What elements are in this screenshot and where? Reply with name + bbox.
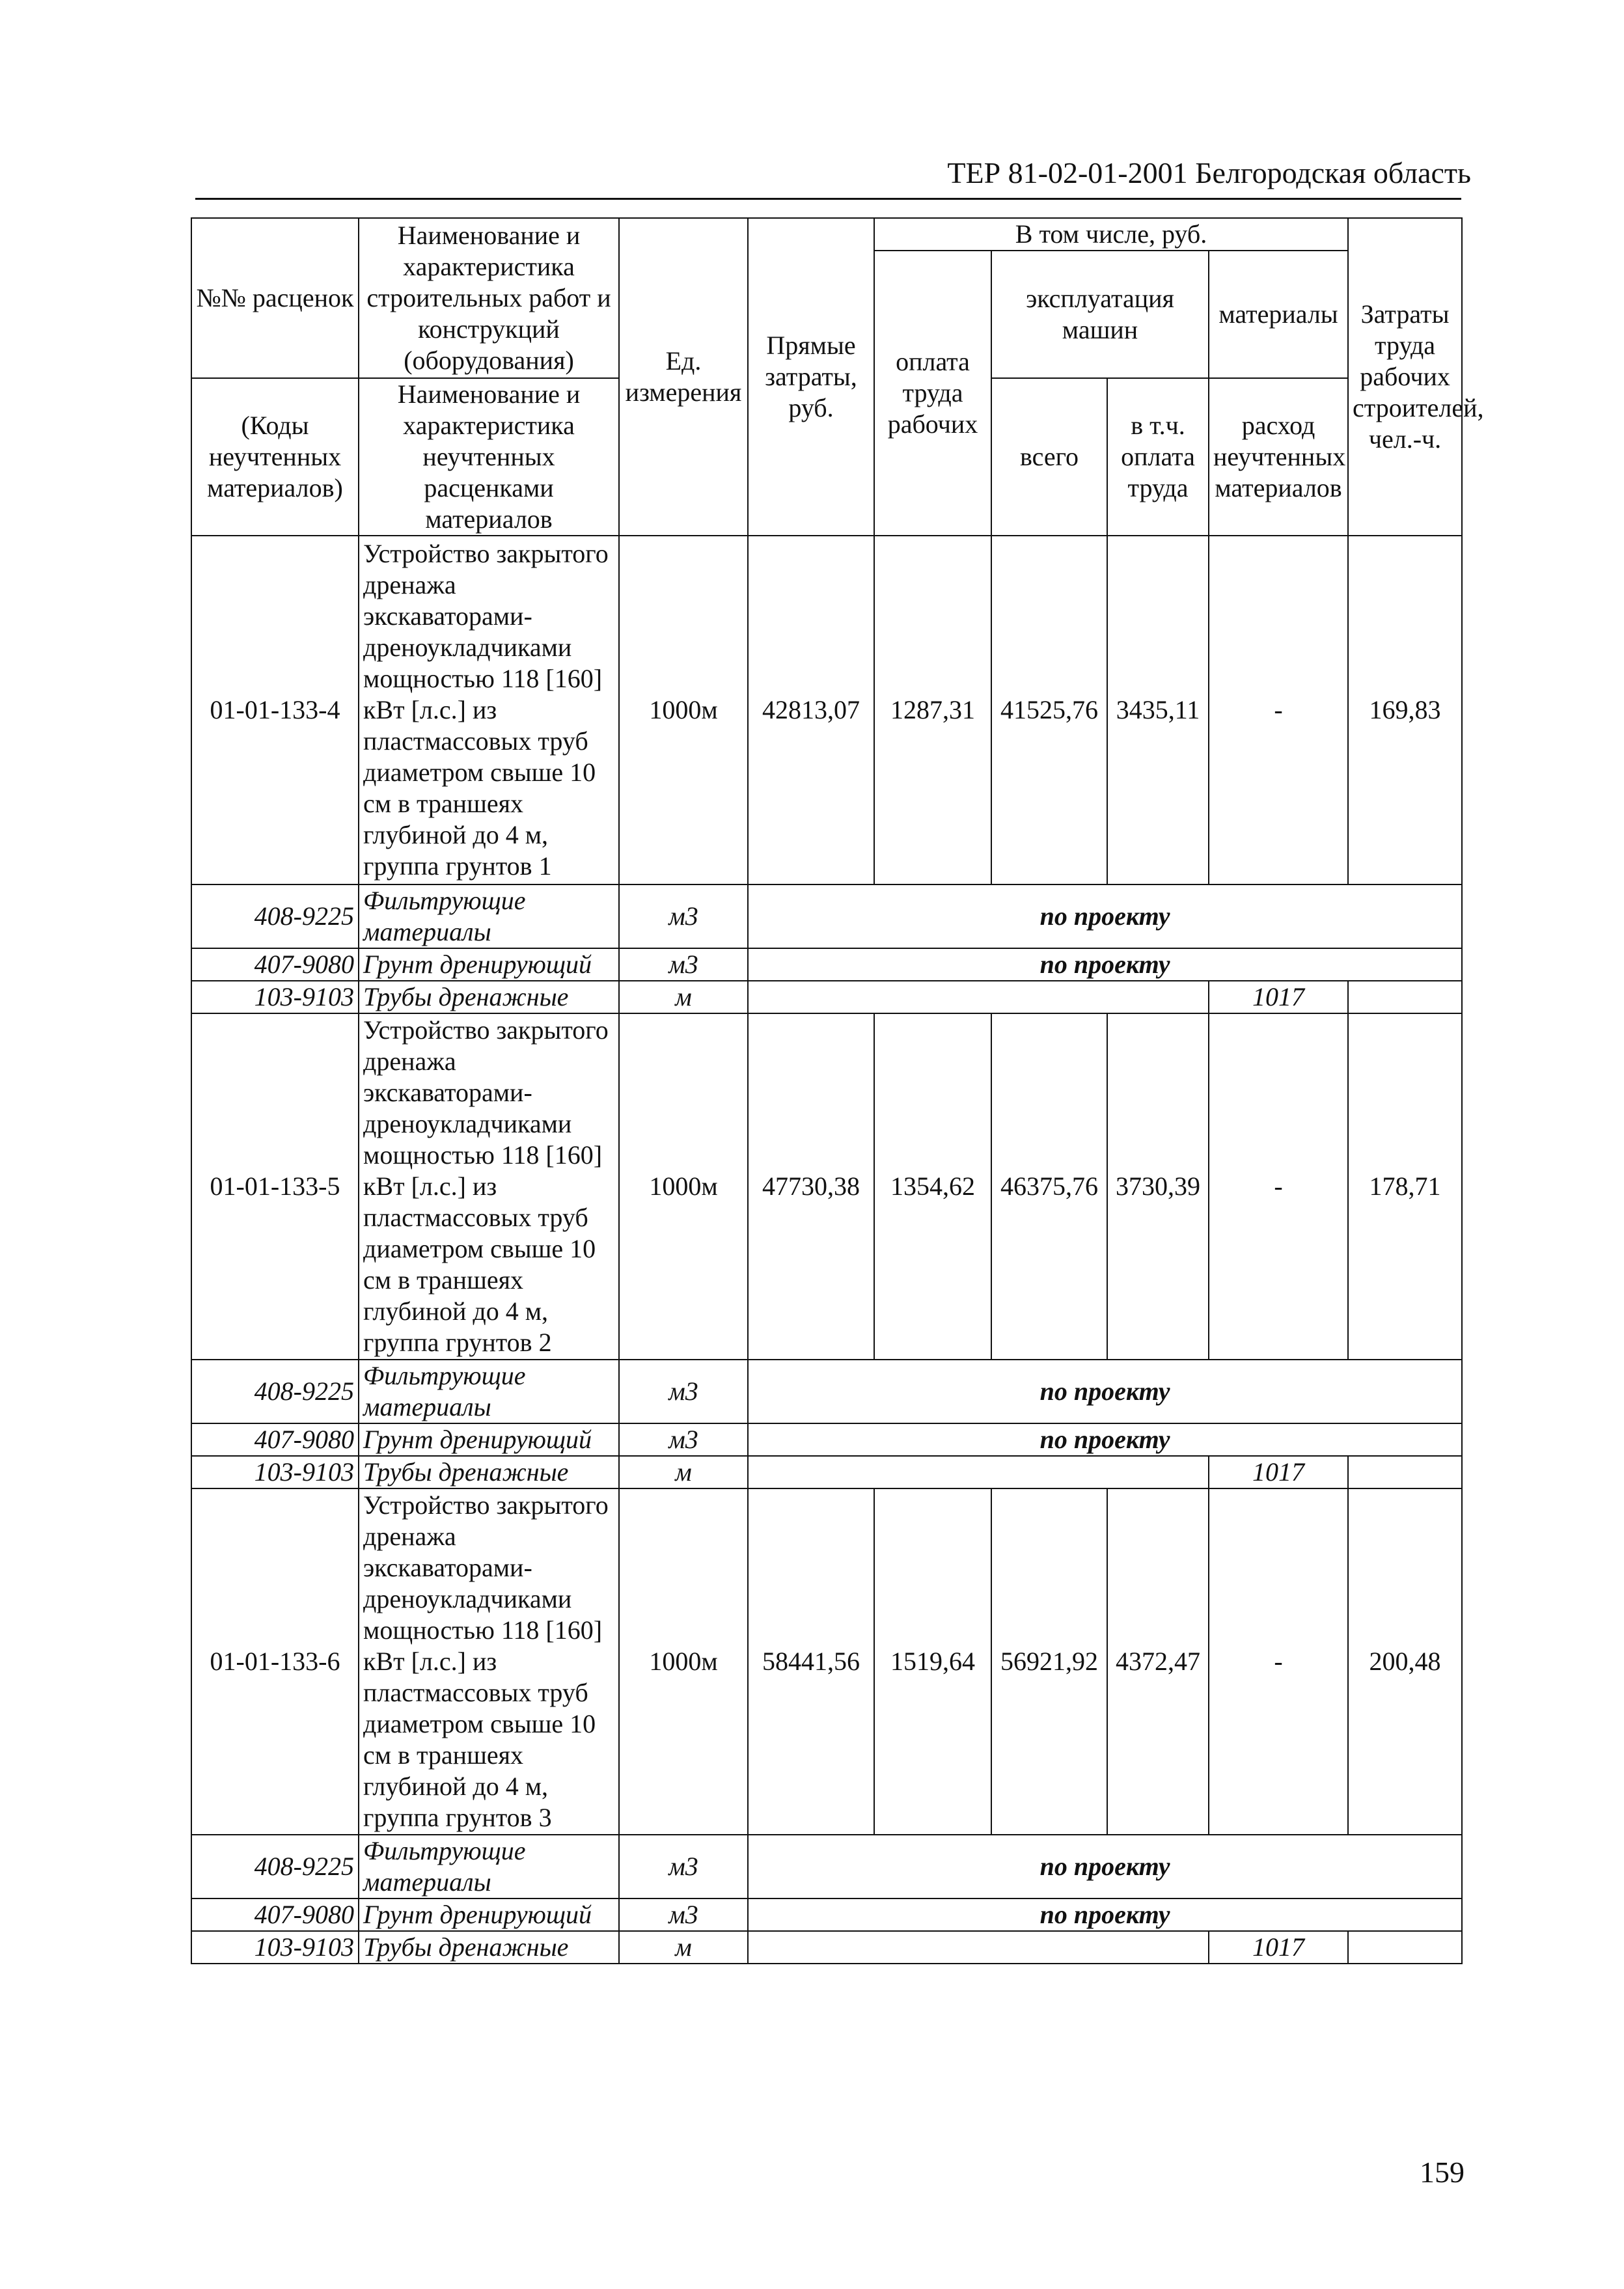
material-value: 1017 <box>1209 981 1348 1013</box>
material-unit: м3 <box>619 1360 748 1423</box>
material-empty-cell <box>748 1456 1209 1488</box>
rate-direct: 58441,56 <box>748 1488 874 1835</box>
material-row <box>191 1898 1462 1931</box>
material-unit: м3 <box>619 1835 748 1898</box>
rate-pay: 1519,64 <box>874 1488 991 1835</box>
material-name: Фильтрующие материалы <box>359 1360 619 1423</box>
material-code: 407-9080 <box>191 1423 359 1456</box>
page-number: 159 <box>1420 2156 1465 2189</box>
material-name: Трубы дренажные <box>359 981 619 1013</box>
col-header-incl: В том числе, руб. <box>874 218 1348 251</box>
material-empty-cell <box>748 981 1209 1013</box>
material-name: Трубы дренажные <box>359 1456 619 1488</box>
rate-code: 01-01-133-6 <box>191 1488 359 1835</box>
material-code: 407-9080 <box>191 1898 359 1931</box>
rate-materials: - <box>1209 536 1348 884</box>
material-value: по проекту <box>748 1898 1462 1931</box>
header-rule <box>195 198 1461 200</box>
material-unit: м <box>619 1456 748 1488</box>
rate-unit: 1000м <box>619 536 748 884</box>
col-header-direct: Прямые затраты, руб. <box>748 218 874 536</box>
rate-name: Устройство закрытого дренажа экскаваторами-дреноукладчиками мощностью 118 [160] кВт [л.с.] из пластмассовых труб диаметром свыше 10 см в траншеях глубиной до 4 м, группа грунтов 3 <box>359 1488 619 1835</box>
rate-mach-pay: 3435,11 <box>1107 536 1209 884</box>
material-unit: м3 <box>619 948 748 981</box>
rate-materials: - <box>1209 1013 1348 1360</box>
rate-mach-total: 41525,76 <box>991 536 1107 884</box>
rate-unit: 1000м <box>619 1013 748 1360</box>
material-unit: м3 <box>619 1898 748 1931</box>
material-value: 1017 <box>1209 1931 1348 1964</box>
rate-code: 01-01-133-5 <box>191 1013 359 1360</box>
material-row <box>191 948 1462 981</box>
material-code: 103-9103 <box>191 981 359 1013</box>
rate-materials: - <box>1209 1488 1348 1835</box>
material-value: по проекту <box>748 1360 1462 1423</box>
material-value: по проекту <box>748 884 1462 948</box>
rate-labor: 200,48 <box>1348 1488 1462 1835</box>
col-header-mach-pay: в т.ч. оплата труда <box>1107 378 1209 536</box>
col-header-materials: материалы <box>1209 251 1348 378</box>
col-header-code: №№ расценок <box>191 218 359 378</box>
material-code: 103-9103 <box>191 1456 359 1488</box>
rate-unit: 1000м <box>619 1488 748 1835</box>
rate-direct: 42813,07 <box>748 536 874 884</box>
material-row <box>191 981 1462 1013</box>
material-row <box>191 1456 1462 1488</box>
col-header-pay: оплата труда рабочих <box>874 251 991 536</box>
material-unit: м3 <box>619 1423 748 1456</box>
rate-row <box>191 1488 1462 1835</box>
material-code: 103-9103 <box>191 1931 359 1964</box>
rate-labor: 169,83 <box>1348 536 1462 884</box>
material-empty-cell <box>1348 981 1462 1013</box>
rate-name: Устройство закрытого дренажа экскаваторами-дреноукладчиками мощностью 118 [160] кВт [л.с.] из пластмассовых труб диаметром свыше 10 см в траншеях глубиной до 4 м, группа грунтов 2 <box>359 1013 619 1360</box>
col-header-code-bottom: (Коды неучтенных материалов) <box>191 378 359 536</box>
material-row <box>191 884 1462 948</box>
material-name: Фильтрующие материалы <box>359 884 619 948</box>
col-header-mach-total: всего <box>991 378 1107 536</box>
material-empty-cell <box>748 1931 1209 1964</box>
material-empty-cell <box>1348 1456 1462 1488</box>
col-header-unit: Ед. измерения <box>619 218 748 536</box>
col-header-name: Наименование и характеристика строительных работ и конструкций (оборудования) <box>359 218 619 378</box>
rate-pay: 1354,62 <box>874 1013 991 1360</box>
material-row <box>191 1423 1462 1456</box>
rate-labor: 178,71 <box>1348 1013 1462 1360</box>
material-value: 1017 <box>1209 1456 1348 1488</box>
material-code: 408-9225 <box>191 1835 359 1898</box>
material-name: Трубы дренажные <box>359 1931 619 1964</box>
material-unit: м <box>619 981 748 1013</box>
rate-code: 01-01-133-4 <box>191 536 359 884</box>
rate-direct: 47730,38 <box>748 1013 874 1360</box>
rate-mach-total: 46375,76 <box>991 1013 1107 1360</box>
rate-mach-pay: 4372,47 <box>1107 1488 1209 1835</box>
material-code: 407-9080 <box>191 948 359 981</box>
document-header-title: ТЕР 81-02-01-2001 Белгородская область <box>947 156 1471 189</box>
material-name: Грунт дренирующий <box>359 948 619 981</box>
rate-name: Устройство закрытого дренажа экскаваторами-дреноукладчиками мощностью 118 [160] кВт [л.с.] из пластмассовых труб диаметром свыше 10 см в траншеях глубиной до 4 м, группа грунтов 1 <box>359 536 619 884</box>
material-name: Грунт дренирующий <box>359 1423 619 1456</box>
rate-mach-pay: 3730,39 <box>1107 1013 1209 1360</box>
material-unit: м <box>619 1931 748 1964</box>
material-value: по проекту <box>748 948 1462 981</box>
material-row <box>191 1931 1462 1964</box>
rate-pay: 1287,31 <box>874 536 991 884</box>
material-row <box>191 1835 1462 1898</box>
rate-row <box>191 1013 1462 1360</box>
material-unit: м3 <box>619 884 748 948</box>
rate-mach-total: 56921,92 <box>991 1488 1107 1835</box>
rate-row <box>191 536 1462 884</box>
material-code: 408-9225 <box>191 1360 359 1423</box>
material-value: по проекту <box>748 1423 1462 1456</box>
material-name: Грунт дренирующий <box>359 1898 619 1931</box>
header-row-1 <box>191 218 1462 251</box>
material-code: 408-9225 <box>191 884 359 948</box>
col-header-labor: Затраты труда рабочих строителей, чел.-ч. <box>1348 218 1462 536</box>
col-header-mat-usage: расход неучтенных материалов <box>1209 378 1348 536</box>
material-value: по проекту <box>748 1835 1462 1898</box>
material-empty-cell <box>1348 1931 1462 1964</box>
material-name: Фильтрующие материалы <box>359 1835 619 1898</box>
col-header-machines: эксплуатация машин <box>991 251 1209 378</box>
rates-table <box>191 217 1484 1964</box>
col-header-name-bottom: Наименование и характеристика неучтенных расценками материалов <box>359 378 619 536</box>
material-row <box>191 1360 1462 1423</box>
